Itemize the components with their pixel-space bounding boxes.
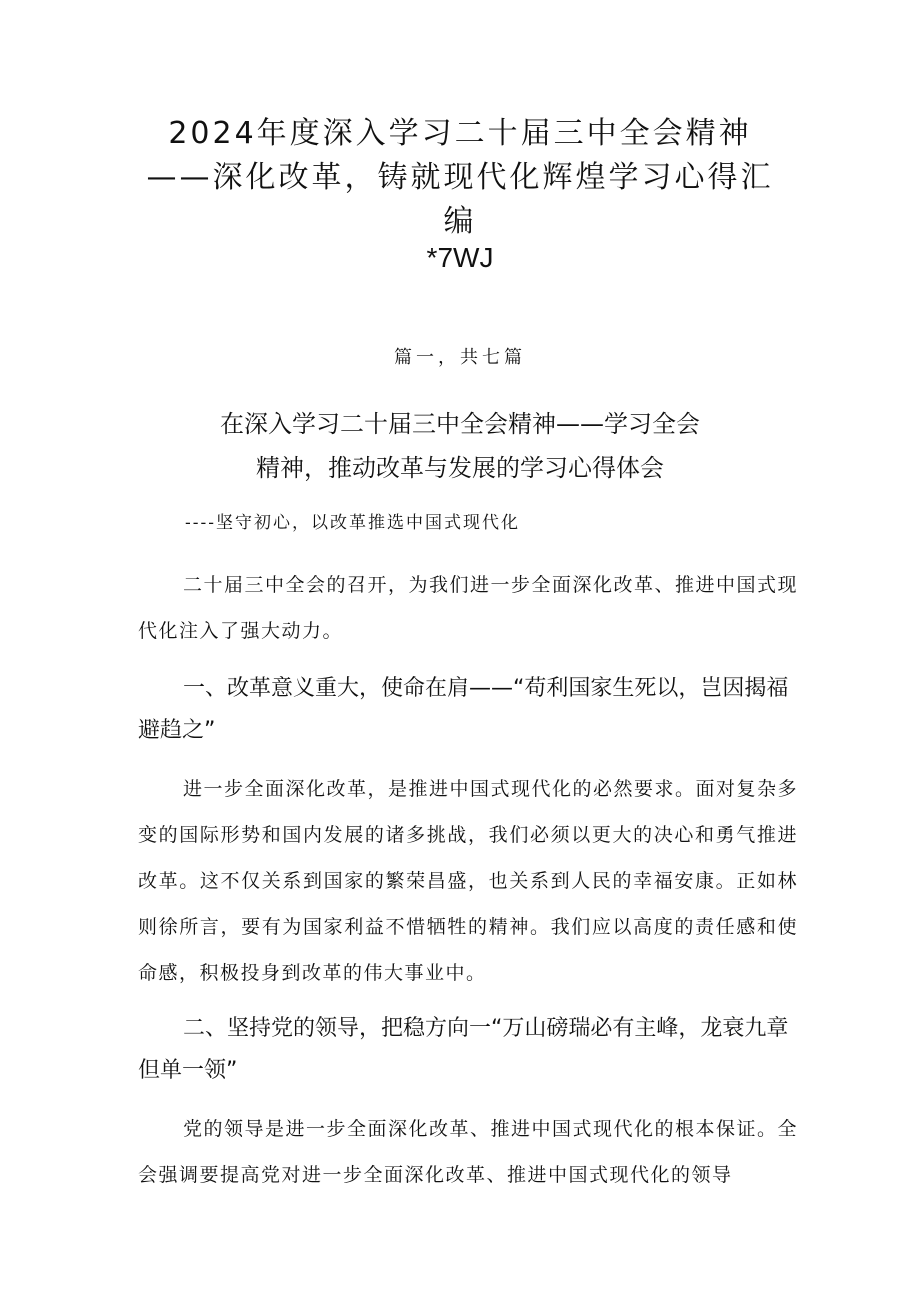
- part-label: 篇一，共七篇: [394, 347, 526, 368]
- intro-paragraph: 二十届三中全会的召开，为我们进一步全面深化改革、推进中国式现代化注入了强大动力。: [138, 574, 799, 642]
- article-title-line-2: 精神，推动改革与发展的学习心得体会: [256, 454, 664, 482]
- section-heading-2: 二、坚持党的领导，把稳方向一“万山磅瑞必有主峰，龙衰九章但单一领”: [138, 1016, 789, 1083]
- document-title: 2024年度深入学习二十届三中全会精神——深化改革，铸就现代化辉煌学习心得汇编: [146, 116, 774, 239]
- section-heading-1: 一、改革意义重大，使命在肩——“苟利国家生死以，岂因揭福避趋之”: [138, 676, 789, 743]
- article-subtitle: ----坚守初心，以改革推选中国式现代化: [185, 513, 520, 533]
- section-paragraph-2: 党的领导是进一步全面深化改革、推进中国式现代化的根本保证。全会强调要提高党对进一步全面深化改革、推进中国式现代化的领导: [138, 1118, 799, 1186]
- article-title: [140, 402, 780, 490]
- document-code: *7WJ: [426, 242, 494, 273]
- section-paragraph-1: 进一步全面深化改革，是推进中国式现代化的必然要求。面对复杂多变的国际形势和国内发展的诸多挑战，我们必须以更大的决心和勇气推进改革。这不仅关系到国家的繁荣昌盛，也关系到人民的幸福安康。正如林则徐所言，要有为国家利益不惜牺牲的精神。我们应以高度的责任感和使命感，积极投身到改革的伟大事业中。: [138, 778, 799, 984]
- article-title-line-1: 在深入学习二十届三中全会精神——学习全会: [220, 410, 700, 438]
